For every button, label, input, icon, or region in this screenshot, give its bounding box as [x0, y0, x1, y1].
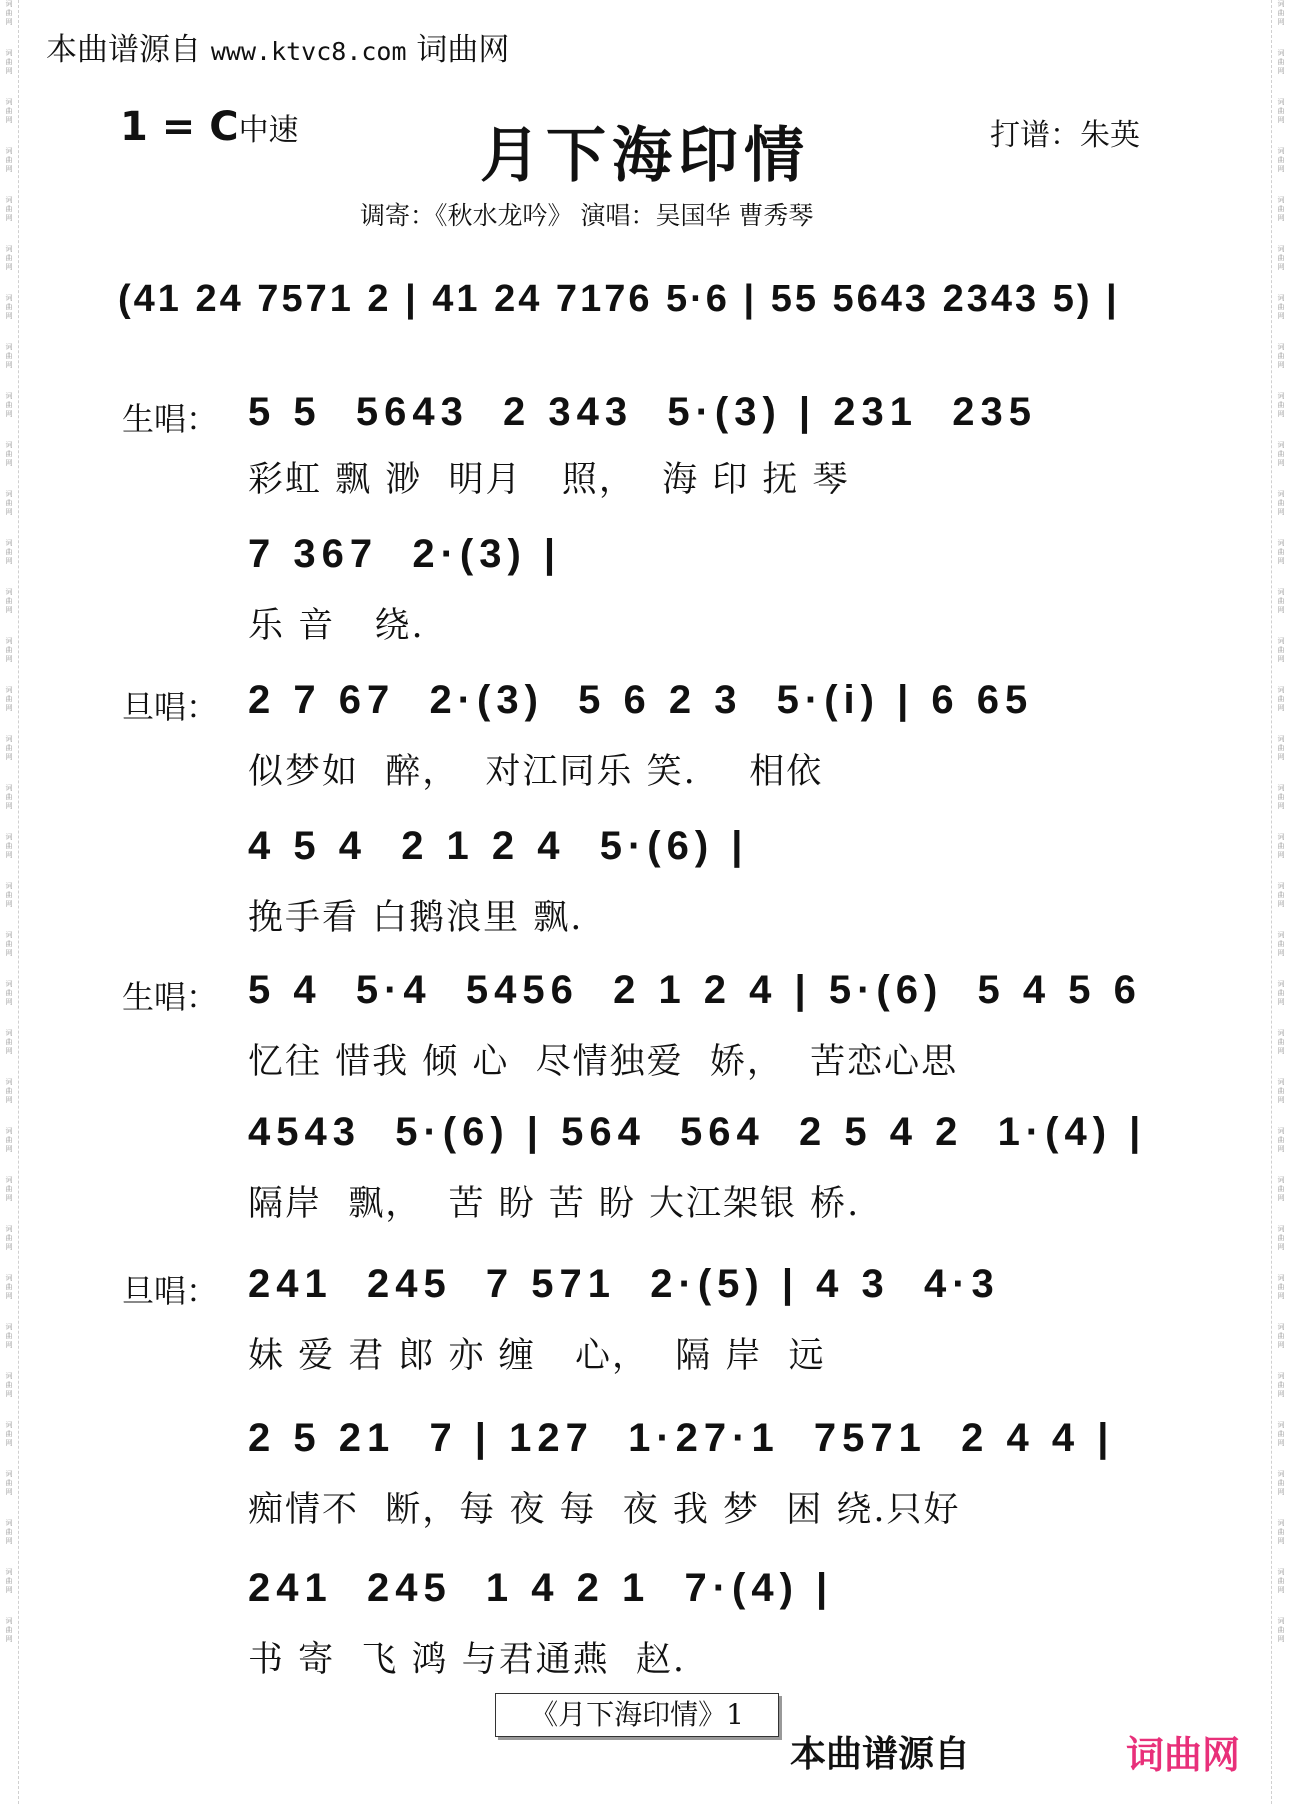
notes-line: 5 5 5643 2 343 5·(3) | 231 235 — [248, 390, 1037, 434]
footer-site-logo[interactable]: 词曲网 — [1126, 1733, 1241, 1777]
lyric-line: 痴情不 断，每 夜 每 夜 我 梦 困 绕.只好 — [248, 1490, 961, 1530]
score-system-3 — [118, 678, 1178, 792]
footer-source: 本曲谱源自 — [790, 1734, 971, 1775]
score-system-5 — [118, 968, 1178, 1082]
score-system-1 — [118, 390, 1178, 500]
lyric-line: 书 寄 飞 鸿 与君通燕 赵. — [248, 1640, 687, 1680]
notes-line: 241 245 7 571 2·(5) | 4 3 4·3 — [248, 1262, 1000, 1306]
notes-line: 241 245 1 4 2 1 7·(4) | — [248, 1566, 834, 1610]
lyric-line: 妹 爱 君 郎 亦 缠 心， 隔 岸 远 — [248, 1336, 826, 1376]
score-system-6 — [118, 1110, 1178, 1224]
part-label: 生唱： — [122, 400, 219, 438]
part-label: 生唱： — [122, 978, 219, 1016]
lyric-line: 挽手看 白鹅浪里 飘. — [248, 898, 584, 938]
source-header — [46, 24, 509, 69]
left-watermark-strip: 词 曲 网 词 曲 网 词 曲 网 词 曲 网 词 曲 网 词 曲 网 词 曲 网 词 曲 网 词 曲 网 词 曲 网 词 曲 网 词 曲 网 词 曲 网 词 曲 网 词 曲 网 词 曲 网 词 曲 网 词 曲 网 词 曲 网 词 曲 网 词 曲 网 词 曲 网 词 曲 网 词 曲 网 词 曲 网 词 曲 网 词 曲 网 词 曲 网 词 曲 网 词 曲 网 词 曲 网 词 曲 网 词 曲 网 词 曲 网 — [0, 0, 19, 1804]
score-system-2 — [118, 532, 1178, 646]
score-system-4 — [118, 824, 1178, 938]
intro-line — [118, 278, 1178, 338]
transcriber: 打谱：朱英 — [990, 118, 1140, 153]
notes-line: 4 5 4 2 1 2 4 5·(6) | — [248, 824, 749, 868]
tempo: 中速 — [238, 113, 299, 148]
lyric-line: 似梦如 醉， 对江同乐 笑. 相依 — [248, 752, 824, 792]
lyric-line: 忆往 惜我 倾 心 尽情独爱 娇， 苦恋心思 — [248, 1042, 959, 1082]
score-system-8 — [118, 1416, 1178, 1530]
key-value: 1 = C — [120, 104, 239, 150]
page-label: 《月下海印情》1 — [495, 1693, 779, 1737]
notes-line: 4543 5·(6) | 564 564 2 5 4 2 1·(4) | — [248, 1110, 1147, 1154]
source-prefix: 本曲谱源自 — [46, 32, 201, 68]
right-watermark-strip: 词 曲 网 词 曲 网 词 曲 网 词 曲 网 词 曲 网 词 曲 网 词 曲 网 词 曲 网 词 曲 网 词 曲 网 词 曲 网 词 曲 网 词 曲 网 词 曲 网 词 曲 网 词 曲 网 词 曲 网 词 曲 网 词 曲 网 词 曲 网 词 曲 网 词 曲 网 词 曲 网 词 曲 网 词 曲 网 词 曲 网 词 曲 网 词 曲 网 词 曲 网 词 曲 网 词 曲 网 词 曲 网 词 曲 网 词 曲 网 — [1271, 0, 1290, 1804]
notes-line: 5 4 5·4 5456 2 1 2 4 | 5·(6) 5 4 5 6 — [248, 968, 1142, 1012]
part-label: 旦唱： — [122, 688, 219, 726]
part-label: 旦唱： — [122, 1272, 219, 1310]
intro-notes: (41 24 7571 2 | 41 24 7176 5·6 | 55 5643 2343 5) | — [118, 278, 1120, 320]
notes-line: 2 5 21 7 | 127 1·27·1 7571 2 4 4 | — [248, 1416, 1115, 1460]
lyric-line: 彩虹 飘 渺 明月 照， 海 印 抚 琴 — [248, 460, 850, 500]
source-site: 词曲网 — [416, 32, 510, 68]
song-subtitle: 调寄：《秋水龙吟》 演唱：吴国华 曹秀琴 — [360, 201, 814, 230]
notes-line: 2 7 67 2·(3) 5 6 2 3 5·(i) | 6 65 — [248, 678, 1034, 722]
source-url[interactable]: www.ktvc8.com — [210, 37, 407, 66]
lyric-line: 隔岸 飘， 苦 盼 苦 盼 大江架银 桥. — [248, 1184, 861, 1224]
lyric-line: 乐 音 绕. — [248, 606, 425, 646]
song-title: 月下海印情 — [480, 121, 810, 191]
notes-line: 7 367 2·(3) | — [248, 532, 562, 576]
score-system-7 — [118, 1262, 1178, 1376]
score-system-9 — [118, 1566, 1178, 1680]
